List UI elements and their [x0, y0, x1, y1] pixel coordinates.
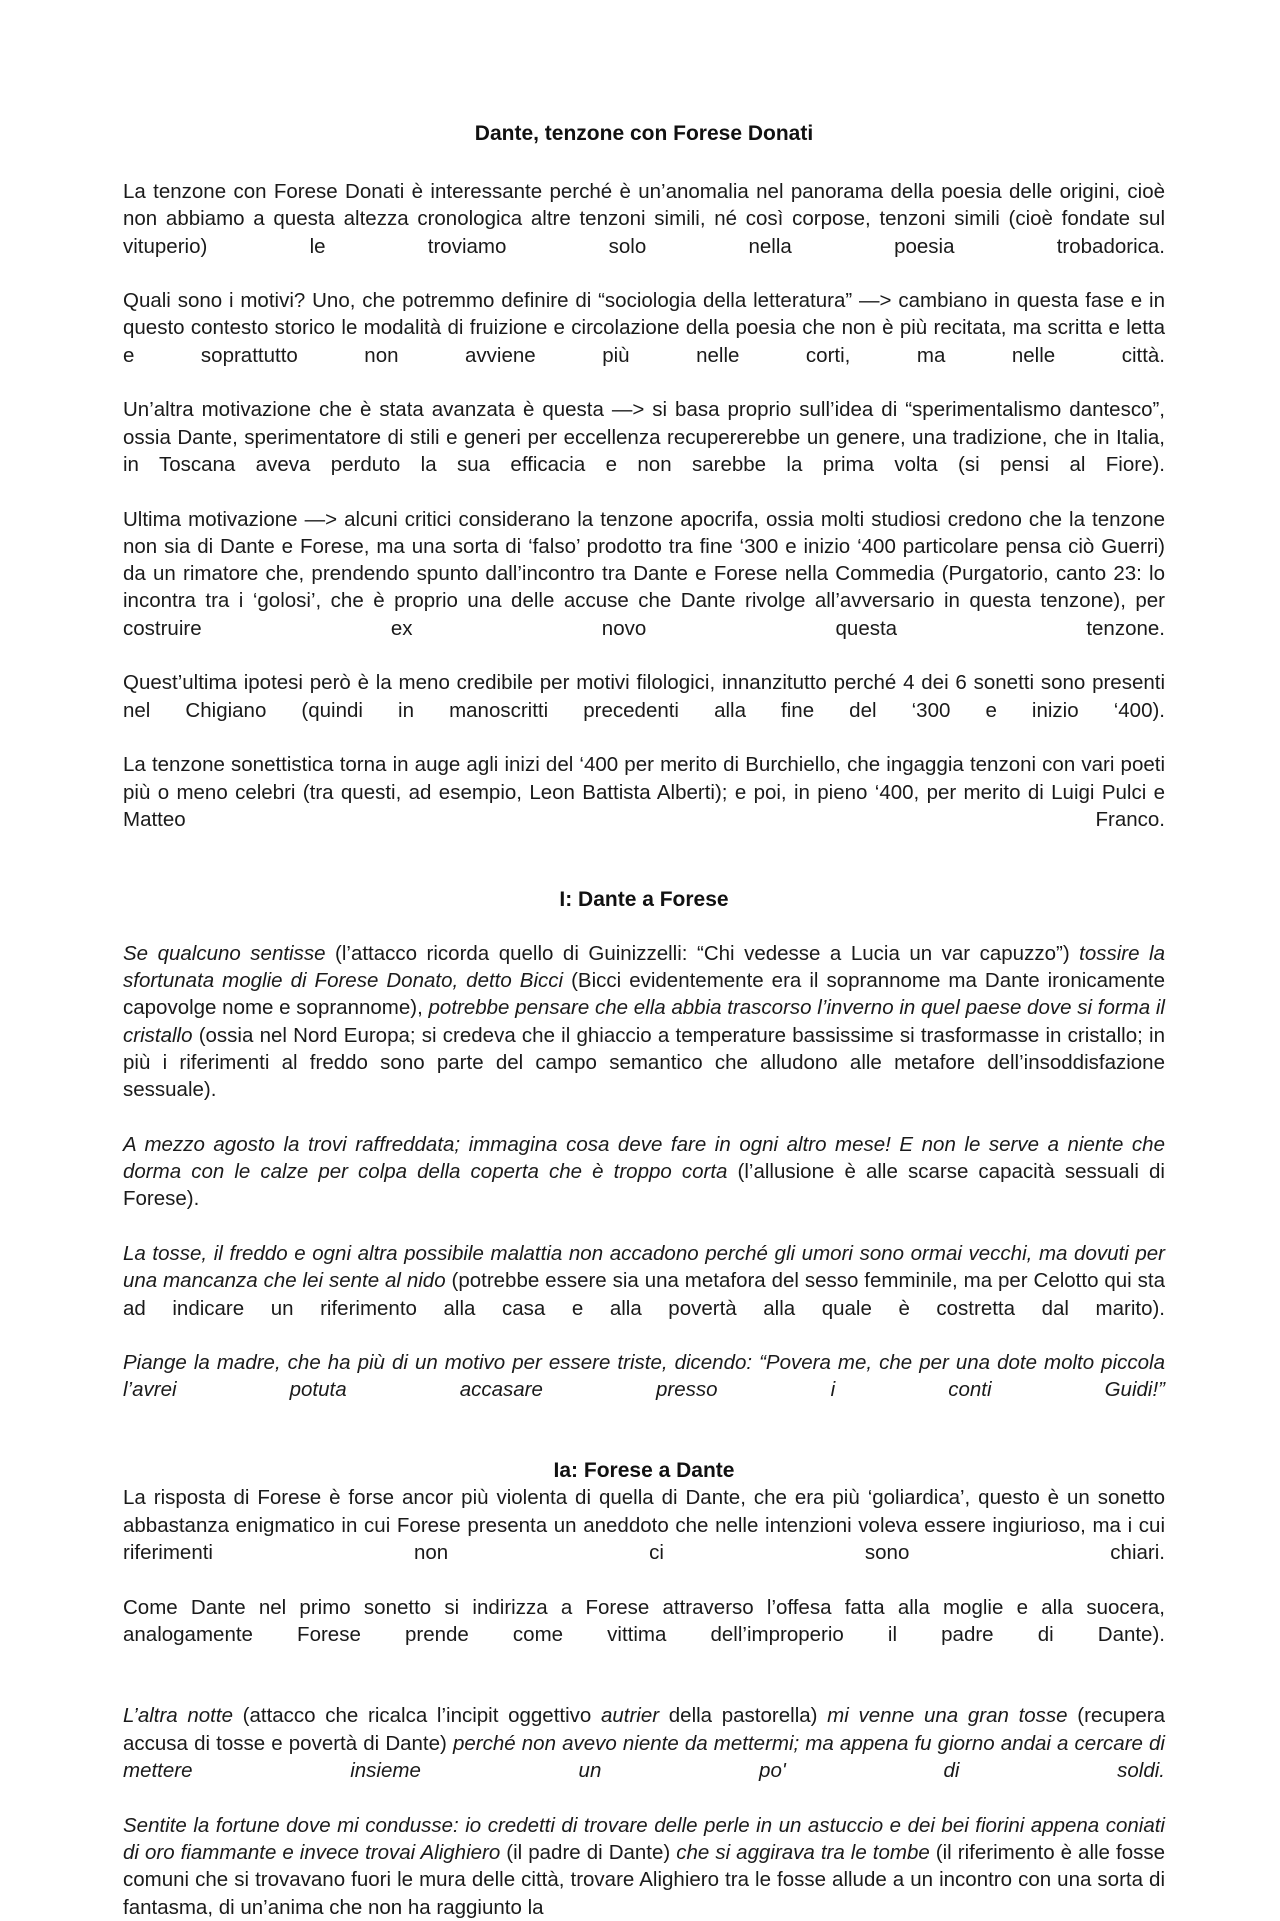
comment-text: (l’allusione è alle scarse capacità sessuali di Forese).: [123, 1160, 1165, 1211]
comment-text: della pastorella): [659, 1704, 828, 1728]
comment-text: (attacco che ricalca l’incipit oggettivo: [232, 1704, 601, 1728]
quote-text: perché non avevo niente da mettermi; ma appena fu giorno andai a cercare di mettere insieme un po' di soldi.: [123, 1731, 1165, 1783]
comment-text: (ossia nel Nord Europa; si credeva che il ghiaccio a temperature bassissime si trasformasse in cristallo; in più i riferimenti al freddo sono parte del campo semantico che alludono alle metafore dell’insoddisfazione sessuale).: [123, 1023, 1165, 1102]
commentary-paragraph: [123, 1349, 1165, 1431]
intro-paragraph: Quali sono i motivi? Uno, che potremmo definire di “sociologia della letteratura” —> cambiano in questa fase e in questo contesto storico le modalità di fruizione e circolazione della poesia che non è più recitata, ma scritta e letta e soprattutto non avviene più nelle corti, ma nelle città.: [123, 289, 1165, 367]
commentary-paragraph: [123, 940, 1165, 1131]
intro-paragraph: Ultima motivazione —> alcuni critici considerano la tenzone apocrifa, ossia molti studiosi credono che la tenzone non sia di Dante e Forese, ma una sorta di ‘falso’ prodotto tra fine ‘300 e inizio ‘400 particolare pensa ciò Guerri) da un rimatore che, prendendo spunto dall’incontro tra Dante e Forese nella Commedia (Purgatorio, canto 23: lo incontra tra i ‘golosi’, che è proprio una delle accuse che Dante rivolge all’avversario in questa tenzone), per costruire ex novo questa tenzone.: [123, 507, 1165, 640]
commentary-paragraph: [123, 1812, 1165, 1921]
section-heading: I: Dante a Forese: [559, 888, 729, 912]
quote-text: tossire la sfortunata moglie di Forese Donato, detto Bicci: [123, 941, 1165, 993]
quote-text: autrier: [600, 1704, 660, 1728]
comment-text: (recupera accusa di tosse e povertà di Dante): [123, 1704, 1166, 1755]
commentary-paragraph: [123, 1240, 1165, 1349]
quote-text: L’altra notte: [123, 1704, 233, 1728]
quote-text: Se qualcuno sentisse: [123, 941, 326, 965]
intro-section: [123, 178, 1165, 860]
commentary-paragraph: [123, 1131, 1165, 1240]
section-2-body: [123, 1484, 1165, 1920]
intro-paragraph: Un’altra motivazione che è stata avanzata è questa —> si basa proprio sull’idea di “sperimentalismo dantesco”, ossia Dante, sperimentatore di stili e generi per eccellenza recupererebbe un genere, una tradizione, che in Italia, in Toscana aveva perduto la sua efficacia e non sarebbe la prima volta (si pensi al Fiore).: [123, 398, 1165, 476]
document-title: Dante, tenzone con Forese Donati: [474, 122, 814, 145]
quote-text: Piange la madre, che ha più di un motivo per essere triste, dicendo: “Povera me, che per una dote molto piccola l’avrei potuta accasare presso i conti Guidi!”: [123, 1351, 1165, 1402]
quote-text: La tosse, il freddo e ogni altra possibile malattia non accadono perché gli umori sono ormai vecchi, ma dovuti per una mancanza che lei sente al nido: [123, 1241, 1165, 1293]
comment-text: (Bicci evidentemente era il soprannome ma Dante ironicamente capovolge nome e soprannome),: [123, 969, 1165, 1020]
quote-text: Sentite la fortune dove mi condusse: io credetti di trovare delle perle in un astuccio e dei bei fiorini appena coniati di oro fiammante e invece trovai Alighiero: [123, 1813, 1165, 1864]
commentary-paragraph: La risposta di Forese è forse ancor più violenta di quella di Dante, che era più ‘goliardica’, questo è un sonetto abbastanza enigmatico in cui Forese presenta un aneddoto che nelle intenzioni voleva essere ingiurioso, ma i cui riferimenti non ci sono chiari.: [123, 1486, 1165, 1564]
comment-text: (il riferimento è alle fosse comuni che si trovavano fuori le mura delle città, trovare Alighiero tra le fosse allude a un incontro con una sorta di fantasma, di un’anima che non ha raggiunto la: [123, 1840, 1165, 1919]
quote-text: potrebbe pensare che ella abbia trascorso l’inverno in quel paese dove si forma il cristallo: [123, 996, 1165, 1047]
comment-text: (l’attacco ricorda quello di Guinizzelli: “Chi vedesse a Lucia un var capuzzo”): [325, 941, 1080, 965]
intro-paragraph: La tenzone con Forese Donati è interessante perché è un’anomalia nel panorama della poesia delle origini, cioè non abbiamo a questa altezza cronologica altre tenzoni simili, né così corpose, tenzoni simili (cioè fondate sul vituperio) le troviamo solo nella poesia trobadorica.: [123, 180, 1165, 258]
section-1-body: [123, 940, 1165, 1431]
commentary-paragraph: Come Dante nel primo sonetto si indirizza a Forese attraverso l’offesa fatta alla moglie e alla suocera, analogamente Forese prende come vittima dell’improperio il padre di Dante).: [123, 1595, 1165, 1646]
comment-text: (potrebbe essere sia una metafora del sesso femminile, ma per Celotto qui sta ad indicare un riferimento alla casa e alla povertà alla quale è costretta dal marito).: [123, 1269, 1165, 1320]
commentary-paragraph: [123, 1702, 1165, 1811]
paragraph-gap: [123, 1675, 1165, 1702]
intro-paragraph: La tenzone sonettistica torna in auge agli inizi del ‘400 per merito di Burchiello, che ingaggia tenzoni con vari poeti più o meno celebri (tra questi, ad esempio, Leon Battista Alberti); e poi, in pieno ‘400, per merito di Luigi Pulci e Matteo Franco.: [123, 753, 1165, 831]
quote-text: che si aggirava tra le tombe: [676, 1840, 930, 1864]
quote-text: mi venne una gran tosse: [827, 1704, 1068, 1728]
intro-paragraph: Quest’ultima ipotesi però è la meno credibile per motivi filologici, innanzitutto perché 4 dei 6 sonetti sono presenti nel Chigiano (quindi in manoscritti precedenti alla fine del ‘300 e inizio ‘400).: [123, 671, 1165, 722]
section-heading: Ia: Forese a Dante: [553, 1459, 735, 1483]
comment-text: (il padre di Dante): [500, 1840, 677, 1864]
quote-text: A mezzo agosto la trovi raffreddata; immagina cosa deve fare in ogni altro mese! E non le serve a niente che dorma con le calze per colpa della coperta che è troppo corta: [123, 1132, 1165, 1184]
